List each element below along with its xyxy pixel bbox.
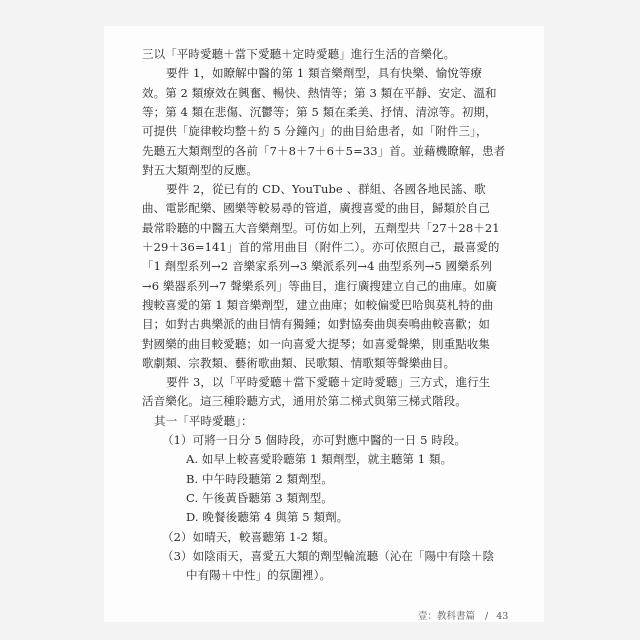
text-line: （3）如陰雨天，喜愛五大類的劑型輪流聽（沁在「陽中有陰＋陰 [162,548,495,563]
text-line: 要件 1，如瞭解中醫的第 1 類音樂劑型，具有快樂、愉悅等療 [166,66,483,81]
text-line: （1）可將一日分 5 個時段，亦可對應中醫的一日 5 時段。 [162,433,467,447]
text-line: 效。第 2 類療效在興奮、暢快、熱情等；第 3 類在平靜、安定、溫和 [142,85,497,100]
text-line: 對五大類劑型的反應。 [142,162,258,177]
text-line: （2）如晴天，較喜聽第 1-2 類。 [162,529,335,544]
text-line: →6 樂器系列→7 聲樂系列」等曲目，進行廣搜建立自己的曲庫。如廣 [142,278,498,293]
text-line: D. 晚餐後聽第 4 與第 5 類劑。 [186,510,349,525]
text-line: 曲、電影配樂、國樂等較易尋的管道，廣搜喜愛的曲目，歸類於自己 [142,201,490,216]
page-footer [418,608,508,622]
text-line: B. 中午時段聽第 2 類劑型。 [186,471,333,486]
text-line: 可提供「旋律較均整＋約 5 分鐘內」的曲目給患者，如「附件三」， [142,124,488,139]
page-number: 43 [496,611,509,622]
text-line: 目；如對古典樂派的曲目情有獨鍾；如對協奏曲與奏鳴曲較喜歡；如 [142,317,490,332]
footer-section: 壹：教科書篇 [418,611,476,622]
text-line: C. 午後黃昏聽第 3 類劑型。 [186,490,333,505]
text-line: A. 如早上較喜愛聆聽第 1 類劑型，就主聽第 1 類。 [186,452,453,467]
text-line: 活音樂化。這三種聆聽方式，通用於第二梯式與第三梯式階段。 [142,394,467,409]
text-line: 要件 3，以「平時愛聽＋當下愛聽＋定時愛聽」三方式，進行生 [166,375,491,390]
text-line: 「1 劑型系列→2 音樂家系列→3 樂派系列→4 曲型系列→5 國樂系列 [142,259,493,274]
footer-separator: / [485,611,489,622]
text-line: 搜較喜愛的第 1 類音樂劑型，建立曲庫；如較偏愛巴哈與莫札特的曲 [142,297,494,312]
text-line: 三以「平時愛聽＋當下愛聽＋定時愛聽」進行生活的音樂化。 [142,47,456,61]
text-line: 其一「平時愛聽」： [154,413,253,428]
text-line: 等；第 4 類在悲傷、沉鬱等；第 5 類在柔美、抒情、清涼等。初期， [142,104,497,119]
text-line: 對國樂的曲目較愛聽；如一向喜愛大提琴；如喜愛聲樂，則重點收集 [142,336,490,351]
text-line: 先聽五大類劑型的各前「7＋8＋7＋6＋5=33」首。並藉機瞭解，患者 [142,143,506,158]
text-line: 要件 2，從已有的 CD、YouTube 、群組、各國各地民謠、歌 [166,182,486,197]
text-line: ＋29＋36=141」首的常用曲目（附件二）。亦可依照自己，最喜愛的 [142,240,500,254]
text-line: 最常聆聽的中醫五大音樂劑型。可仿如上列，五劑型共「27＋28＋21 [142,220,500,235]
text-line: 歌劇類、宗教類、藝術歌曲類、民歌類、情歌類等聲樂曲目。 [142,355,456,370]
text-line: 中有陽＋中性」的氛圍裡）。 [186,568,332,583]
